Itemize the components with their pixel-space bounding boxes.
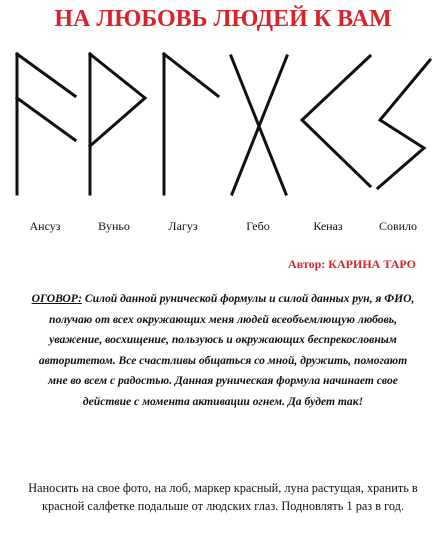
- spell-label: ОГОВОР:: [31, 292, 82, 305]
- author-credit: [288, 257, 416, 272]
- rune-wunjo-glyph: [90, 54, 145, 194]
- rune-gebo-glyph: [231, 56, 287, 194]
- rune-label-gebo: Гебо: [246, 219, 270, 233]
- rune-label-kenaz: Кеназ: [313, 219, 343, 233]
- rune-sowilo-glyph: [378, 60, 430, 188]
- rune-label-ansuz: Ансуз: [29, 219, 61, 233]
- rune-formula: [0, 48, 446, 200]
- author-name: КАРИНА ТАРО: [328, 257, 416, 271]
- rune-laguz-glyph: [164, 54, 218, 194]
- rune-labels: [0, 219, 446, 235]
- author-prefix: Автор:: [288, 257, 326, 271]
- rune-label-laguz: Лагуз: [168, 219, 198, 233]
- page-title: НА ЛЮБОВЬ ЛЮДЕЙ К ВАМ: [54, 6, 392, 32]
- rune-label-sowilo: Совило: [378, 219, 418, 233]
- spell-text: [30, 289, 416, 412]
- rune-kenaz-glyph: [302, 56, 370, 186]
- rune-label-wunjo: Вуньо: [98, 219, 130, 233]
- instructions-text: Наносить на свое фото, на лоб, маркер красный, луна растущая, хранить в красной салфетке подальше от людских глаз. Подновлять 1 раз в год.: [28, 481, 418, 513]
- spell-body: Силой данной рунической формулы и силой данных рун, я ФИО, получаю от всех окружающих меня людей всеобъемлющую любовь, уважение, восхищение, пользуюсь и окружающих беспрекословным авторитетом. Все счастливы общаться со мной, дружить, помогают мне во всем с радостью. Данная руническая формула начинает свое действие с момента активации огнем. Да будет так!: [38, 292, 415, 408]
- rune-ansuz-glyph: [17, 54, 75, 194]
